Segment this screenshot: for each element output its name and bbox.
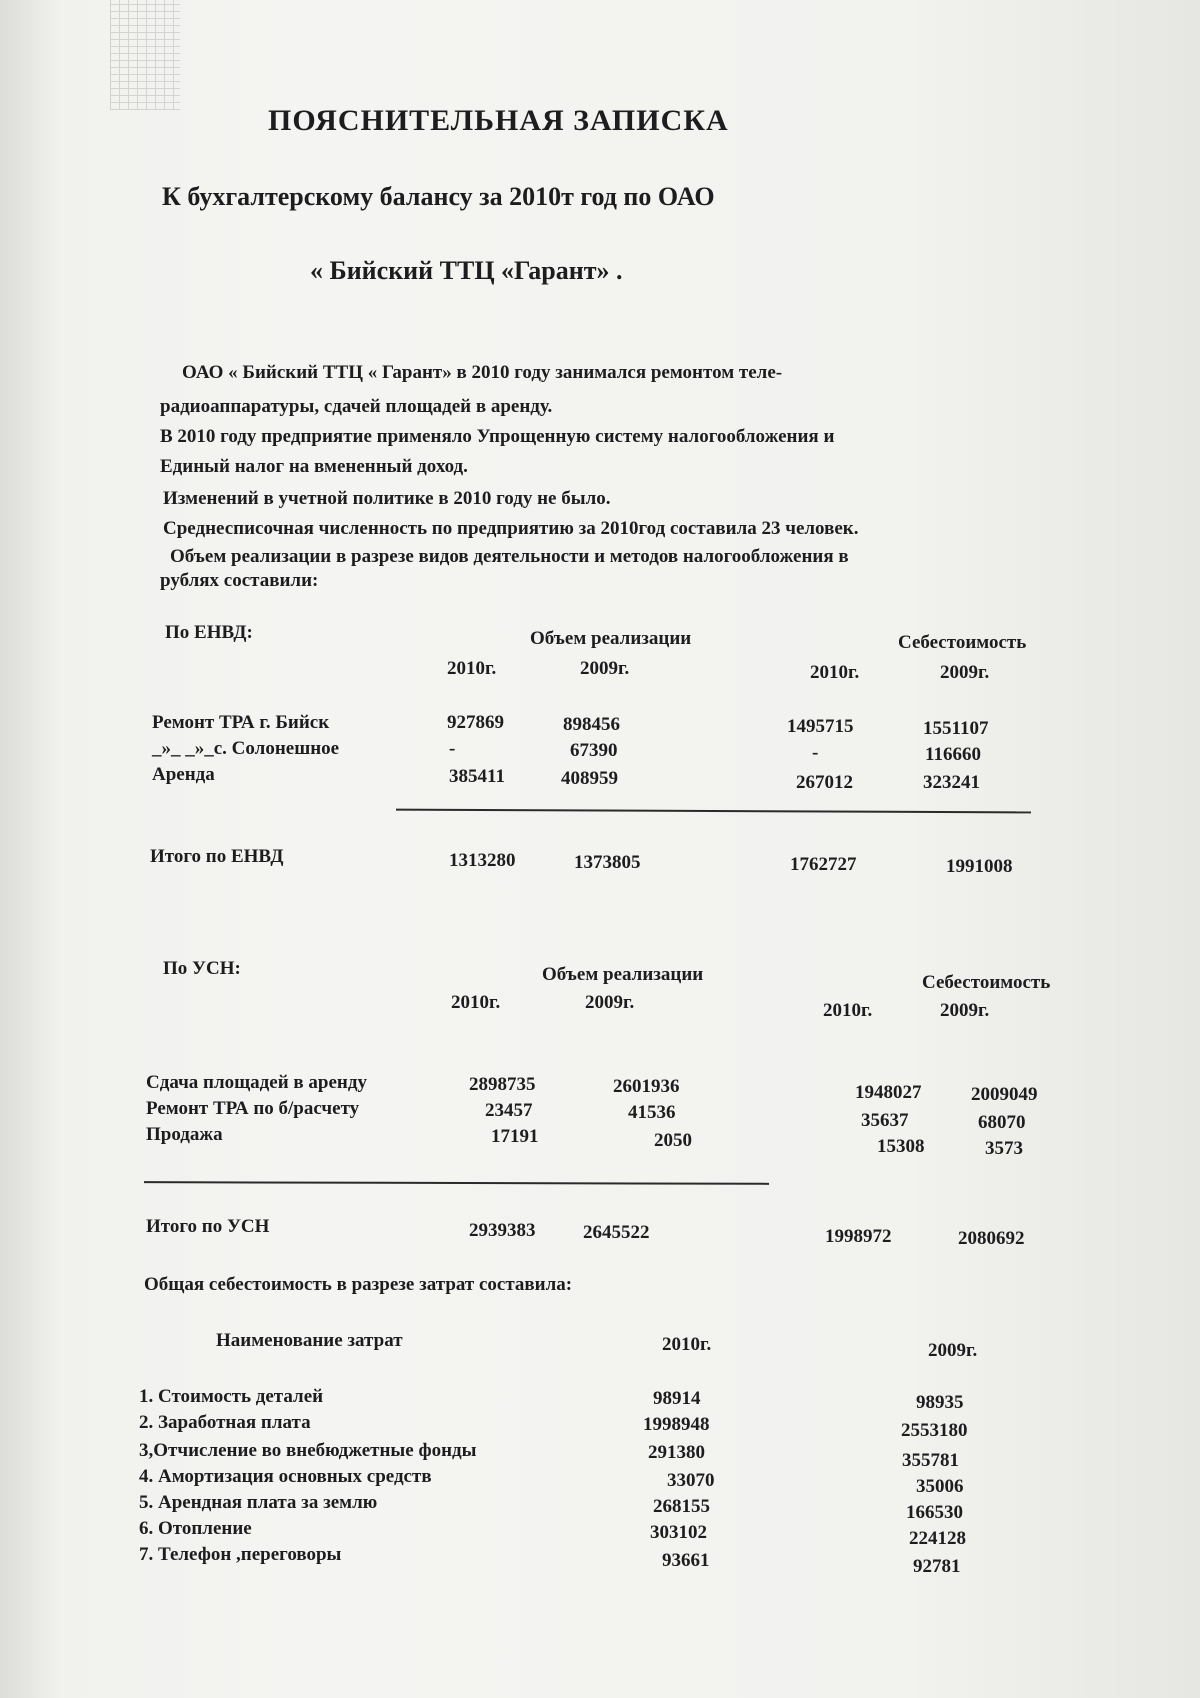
envd-row-name: Ремонт ТРА г. Бийск	[152, 712, 330, 733]
usn-total-divider	[144, 1181, 769, 1185]
cost-row-2009: 92781	[913, 1556, 961, 1577]
usn-row-sales-2010: 2898735	[469, 1074, 536, 1095]
cost-row-name: 2. Заработная плата	[139, 1412, 311, 1433]
usn-row-cost-2009: 68070	[978, 1112, 1026, 1133]
envd-total-divider	[396, 809, 1031, 814]
cost-row-2009: 355781	[902, 1450, 959, 1471]
costs-2010-header: 2010г.	[662, 1334, 712, 1355]
document-subtitle-line1: К бухгалтерскому балансу за 2010т год по ОАО	[162, 182, 715, 211]
cost-row-2010: 1998948	[643, 1414, 710, 1435]
envd-row-sales-2009: 67390	[570, 740, 618, 761]
usn-row-sales-2009: 2601936	[613, 1076, 680, 1097]
cost-row-name: 4. Амортизация основных средств	[139, 1466, 432, 1487]
envd-total-sales-2009: 1373805	[574, 852, 641, 873]
usn-row-cost-2010: 35637	[861, 1110, 909, 1131]
costs-name-header: Наименование затрат	[216, 1330, 403, 1351]
usn-total-name: Итого по УСН	[146, 1216, 270, 1237]
envd-sales-2010-header: 2010г.	[447, 658, 497, 679]
usn-row-sales-2010: 17191	[491, 1126, 539, 1147]
intro-line: рублях составили:	[160, 570, 319, 591]
usn-sales-2009-header: 2009г.	[585, 992, 635, 1013]
envd-row-sales-2010: -	[449, 738, 456, 759]
envd-cost-2009-header: 2009г.	[940, 662, 990, 683]
envd-sales-header: Объем реализации	[530, 628, 692, 649]
usn-row-cost-2009: 3573	[985, 1138, 1023, 1159]
costs-intro: Общая себестоимость в разрезе затрат составила:	[144, 1274, 573, 1295]
usn-total-cost-2009: 2080692	[958, 1228, 1025, 1249]
envd-row-sales-2009: 898456	[563, 714, 620, 735]
cost-row-2010: 291380	[648, 1442, 705, 1463]
cost-row-2009: 98935	[916, 1392, 964, 1413]
envd-row-cost-2010: 1495715	[787, 716, 854, 737]
usn-total-sales-2009: 2645522	[583, 1222, 650, 1243]
usn-row-name: Продажа	[146, 1124, 223, 1145]
intro-line: Объем реализации в разрезе видов деятельности и методов налогообложения в	[170, 546, 849, 567]
cost-row-2009: 224128	[909, 1528, 966, 1549]
envd-row-cost-2009: 116660	[925, 744, 981, 765]
envd-row-name: _»_ _»_с. Солонешное	[152, 738, 340, 759]
envd-total-name: Итого по ЕНВД	[150, 846, 284, 867]
intro-line: Единый налог на вмененный доход.	[160, 456, 468, 477]
intro-line: Изменений в учетной политике в 2010 году не было.	[163, 488, 611, 509]
envd-row-cost-2009: 323241	[923, 772, 980, 793]
intro-line: радиоаппаратуры, сдачей площадей в аренду.	[160, 396, 553, 417]
document-subtitle-line2: « Бийский ТТЦ «Гарант» .	[310, 256, 623, 285]
envd-total-cost-2010: 1762727	[790, 854, 857, 875]
cost-row-2009: 2553180	[901, 1420, 968, 1441]
envd-row-cost-2009: 1551107	[923, 718, 989, 739]
usn-row-cost-2009: 2009049	[971, 1084, 1038, 1105]
usn-row-name: Ремонт ТРА по б/расчету	[146, 1098, 360, 1119]
usn-cost-header: Себестоимость	[922, 972, 1051, 993]
document-title: ПОЯСНИТЕЛЬНАЯ ЗАПИСКА	[268, 104, 729, 137]
usn-sales-2010-header: 2010г.	[451, 992, 501, 1013]
intro-line: Среднесписочная численность по предприятию за 2010год составила 23 человек.	[163, 518, 859, 539]
usn-row-cost-2010: 15308	[877, 1136, 925, 1157]
envd-row-sales-2009: 408959	[561, 768, 618, 789]
cost-row-2010: 268155	[653, 1496, 710, 1517]
cost-row-name: 1. Стоимость деталей	[139, 1386, 324, 1407]
intro-line: В 2010 году предприятие применяло Упрощенную систему налогообложения и	[160, 426, 835, 447]
envd-row-cost-2010: 267012	[796, 772, 853, 793]
usn-cost-2010-header: 2010г.	[823, 1000, 873, 1021]
cost-row-name: 3,Отчисление во внебюджетные фонды	[139, 1440, 477, 1461]
usn-cost-2009-header: 2009г.	[940, 1000, 990, 1021]
usn-row-sales-2009: 2050	[654, 1130, 692, 1151]
usn-total-sales-2010: 2939383	[469, 1220, 536, 1241]
envd-row-sales-2010: 927869	[447, 712, 504, 733]
cost-row-2010: 303102	[650, 1522, 707, 1543]
usn-total-cost-2010: 1998972	[825, 1226, 892, 1247]
scan-noise	[110, 0, 180, 110]
cost-row-2010: 93661	[662, 1550, 710, 1571]
costs-2009-header: 2009г.	[928, 1340, 978, 1361]
cost-row-2010: 33070	[667, 1470, 715, 1491]
envd-row-sales-2010: 385411	[449, 766, 505, 787]
usn-row-sales-2010: 23457	[485, 1100, 533, 1121]
envd-sales-2009-header: 2009г.	[580, 658, 630, 679]
usn-row-sales-2009: 41536	[628, 1102, 676, 1123]
intro-line: ОАО « Бийский ТТЦ « Гарант» в 2010 году занимался ремонтом теле-	[182, 362, 783, 383]
usn-sales-header: Объем реализации	[542, 964, 704, 985]
usn-label: По УСН:	[163, 958, 241, 979]
envd-row-cost-2010: -	[812, 742, 819, 763]
envd-row-name: Аренда	[152, 764, 215, 785]
cost-row-name: 6. Отопление	[139, 1518, 252, 1539]
envd-total-sales-2010: 1313280	[449, 850, 516, 871]
cost-row-2010: 98914	[653, 1388, 701, 1409]
cost-row-name: 5. Арендная плата за землю	[139, 1492, 378, 1513]
cost-row-2009: 166530	[906, 1502, 963, 1523]
envd-total-cost-2009: 1991008	[946, 856, 1013, 877]
cost-row-2009: 35006	[916, 1476, 964, 1497]
usn-row-name: Сдача площадей в аренду	[146, 1072, 367, 1093]
envd-label: По ЕНВД:	[165, 622, 253, 643]
envd-cost-2010-header: 2010г.	[810, 662, 860, 683]
cost-row-name: 7. Телефон ,переговоры	[139, 1544, 342, 1565]
envd-cost-header: Себестоимость	[898, 632, 1027, 653]
usn-row-cost-2010: 1948027	[855, 1082, 922, 1103]
